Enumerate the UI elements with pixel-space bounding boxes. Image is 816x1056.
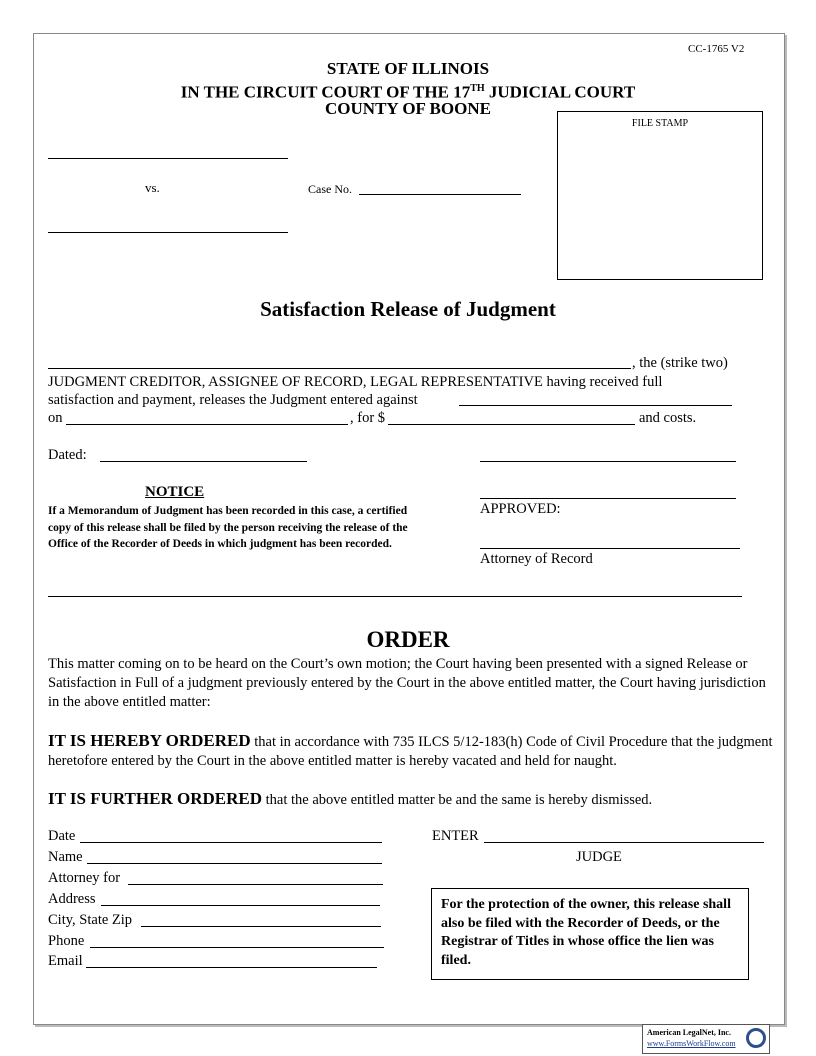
release-line-3: satisfaction and payment, releases the Judgment entered against <box>48 392 418 408</box>
on-label: on <box>48 410 63 426</box>
form-code: CC-1765 V2 <box>688 43 745 55</box>
notice-text: If a Memorandum of Judgment has been recorded in this case, a certified copy of this release shall be filed by the person receiving the release of the Office of the Recorder of Deeds in which judgment has been recorded. <box>48 505 408 550</box>
creditor-name-line[interactable] <box>48 368 631 369</box>
further-ordered-bold: IT IS FURTHER ORDERED <box>48 789 262 808</box>
city-state-zip-line[interactable] <box>141 926 381 927</box>
header-county: COUNTY OF BOONE <box>325 99 491 118</box>
plaintiff-line[interactable] <box>48 158 288 159</box>
address-label: Address <box>48 891 96 907</box>
judge-signature-line[interactable] <box>484 842 764 843</box>
header-court-post: JUDICIAL COURT <box>484 82 636 102</box>
email-label: Email <box>48 953 83 969</box>
date-label: Date <box>48 828 76 844</box>
case-no-line[interactable] <box>359 194 521 195</box>
judge-label: JUDGE <box>576 849 622 865</box>
hereby-ordered-bold: IT IS HEREBY ORDERED <box>48 731 251 750</box>
section-divider <box>48 596 742 597</box>
attorney-for-label: Attorney for <box>48 870 121 886</box>
phone-label: Phone <box>48 933 85 949</box>
and-costs-label: and costs. <box>639 410 697 426</box>
for-amount-label: , for $ <box>350 410 386 426</box>
dated-label: Dated: <box>48 447 87 463</box>
notice-title: NOTICE <box>145 484 205 500</box>
order-title: ORDER <box>366 627 450 652</box>
release-line-2: JUDGMENT CREDITOR, ASSIGNEE OF RECORD, LEGAL REPRESENTATIVE having received full <box>48 374 663 390</box>
file-stamp-box <box>557 111 763 280</box>
dated-line[interactable] <box>100 461 307 462</box>
order-paragraph-1: This matter coming on to be heard on the Court’s own motion; the Court having been presented with a signed Release or Satisfaction in Full of a judgment previously entered by the Court in the above entitled matter, the Court having jurisdiction in the above entitled matter: <box>48 656 766 710</box>
address-line[interactable] <box>101 905 380 906</box>
header-court-pre: IN THE CIRCUIT COURT OF THE 17 <box>180 82 471 102</box>
date-line[interactable] <box>80 842 382 843</box>
enter-label: ENTER <box>432 828 479 844</box>
further-ordered-text: that the above entitled matter be and the same is hereby dismissed. <box>262 792 653 808</box>
approved-label: APPROVED: <box>480 501 561 517</box>
logo-url[interactable]: www.FormsWorkFlow.com <box>647 1039 736 1048</box>
attorney-of-record-label: Attorney of Record <box>480 551 593 567</box>
order-further-paragraph <box>48 789 778 810</box>
protection-notice-box: For the protection of the owner, this release shall also be filed with the Recorder of Deeds, or the Registrar of Titles in whose office the lien was filed. <box>431 888 749 980</box>
document-title: Satisfaction Release of Judgment <box>260 297 556 321</box>
header-state: STATE OF ILLINOIS <box>326 59 490 78</box>
creditor-signature-line[interactable] <box>480 461 736 462</box>
phone-line[interactable] <box>90 947 384 948</box>
publisher-logo <box>642 1024 770 1054</box>
logo-circle-icon <box>746 1028 766 1048</box>
attorney-for-line[interactable] <box>128 884 383 885</box>
debtor-name-line[interactable] <box>459 405 732 406</box>
second-signature-line[interactable] <box>480 498 736 499</box>
logo-company: American LegalNet, Inc. <box>647 1028 731 1037</box>
order-hereby-paragraph <box>48 731 778 771</box>
header-court-sup: TH <box>470 83 485 94</box>
email-line[interactable] <box>86 967 377 968</box>
attorney-signature-line[interactable] <box>480 548 740 549</box>
judgment-date-line[interactable] <box>66 424 348 425</box>
amount-line[interactable] <box>388 424 635 425</box>
defendant-line[interactable] <box>48 232 288 233</box>
vs-label: vs. <box>145 180 160 195</box>
file-stamp-label: FILE STAMP <box>631 118 689 129</box>
name-line[interactable] <box>87 863 382 864</box>
name-label: Name <box>48 849 83 865</box>
case-no-label: Case No. <box>308 182 352 196</box>
strike-two-text: , the (strike two) <box>632 355 728 371</box>
city-state-zip-label: City, State Zip <box>48 912 133 928</box>
hereby-ordered-text: that in accordance with 735 ILCS 5/12-183(h) Code of Civil Procedure that the judgment heretofore entered by the Court in the above entitled matter is hereby vacated and held for naught. <box>48 734 773 769</box>
